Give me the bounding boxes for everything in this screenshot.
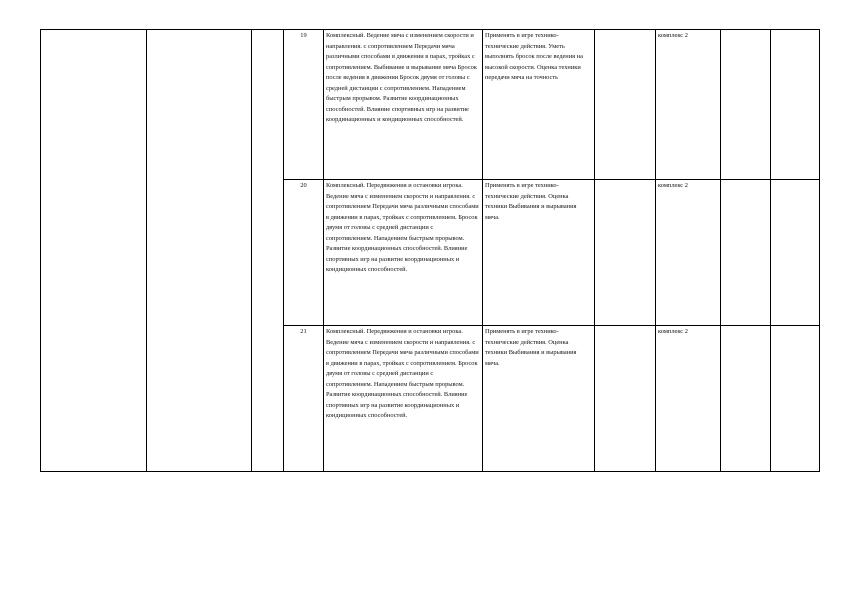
lesson-number: 21 — [284, 326, 324, 472]
student-activity: Применять в игре технико-технические действия. Оценка техники Выбивания и вырывания мяча. — [483, 180, 595, 326]
topic-cell — [147, 30, 252, 472]
control-type: комплекс 2 — [656, 326, 721, 472]
empty-cell — [595, 30, 656, 180]
date-plan-cell — [721, 326, 771, 472]
lesson-number: 20 — [284, 180, 324, 326]
table-row — [41, 30, 820, 180]
student-activity: Применять в игре технико-технические действия. Оценка техники Выбивания и вырывания мяча. — [483, 326, 595, 472]
date-fact-cell — [771, 30, 820, 180]
hours-cell — [252, 30, 284, 472]
date-fact-cell — [771, 326, 820, 472]
date-fact-cell — [771, 180, 820, 326]
lesson-content: Комплексный. Ведение мяча с изменением скорости и направления. с сопротивлением Передачи мяча различными способами в движении в парах, тройках с сопротивлением. Выбивание и вырывание мяча Бросок после ведения в движении Бросок двумя от головы с средней дистанции с сопротивлением. Нападением быстрым прорывом. Развитие координационных способностей. Влияние спортивных игр на развитие координационных и кондиционных способностей. — [324, 30, 483, 180]
empty-cell — [595, 326, 656, 472]
lesson-content: Комплексный. Передвижения и остановки игрока. Ведение мяча с изменением скорости и направления. с сопротивлением Передачи мяча различными способами в движении в парах, тройках с сопротивлением. Бросок двумя от головы с средней дистанции с сопротивлением. Нападением быстрым прорывом. Развитие координационных способностей. Влияние спортивных игр на развитие координационных и кондиционных способностей. — [324, 326, 483, 472]
date-plan-cell — [721, 180, 771, 326]
control-type: комплекс 2 — [656, 30, 721, 180]
student-activity: Применять в игре технико-технические действия. Уметь выполнять бросок после ведения на высокой скорости. Оценка техники передачи мяча на точность — [483, 30, 595, 180]
lesson-number: 19 — [284, 30, 324, 180]
empty-cell — [595, 180, 656, 326]
lesson-content: Комплексный. Передвижения и остановки игрока. Ведение мяча с изменением скорости и направления. с сопротивлением Передачи мяча различными способами в движении в парах, тройках с сопротивлением. Бросок двумя от головы с средней дистанции с сопротивлением. Нападением быстрым прорывом. Развитие координационных способностей. Влияние спортивных игр на развитие координационных и кондиционных способностей. — [324, 180, 483, 326]
control-type: комплекс 2 — [656, 180, 721, 326]
section-cell — [41, 30, 147, 472]
lesson-plan-table — [40, 29, 820, 472]
date-plan-cell — [721, 30, 771, 180]
